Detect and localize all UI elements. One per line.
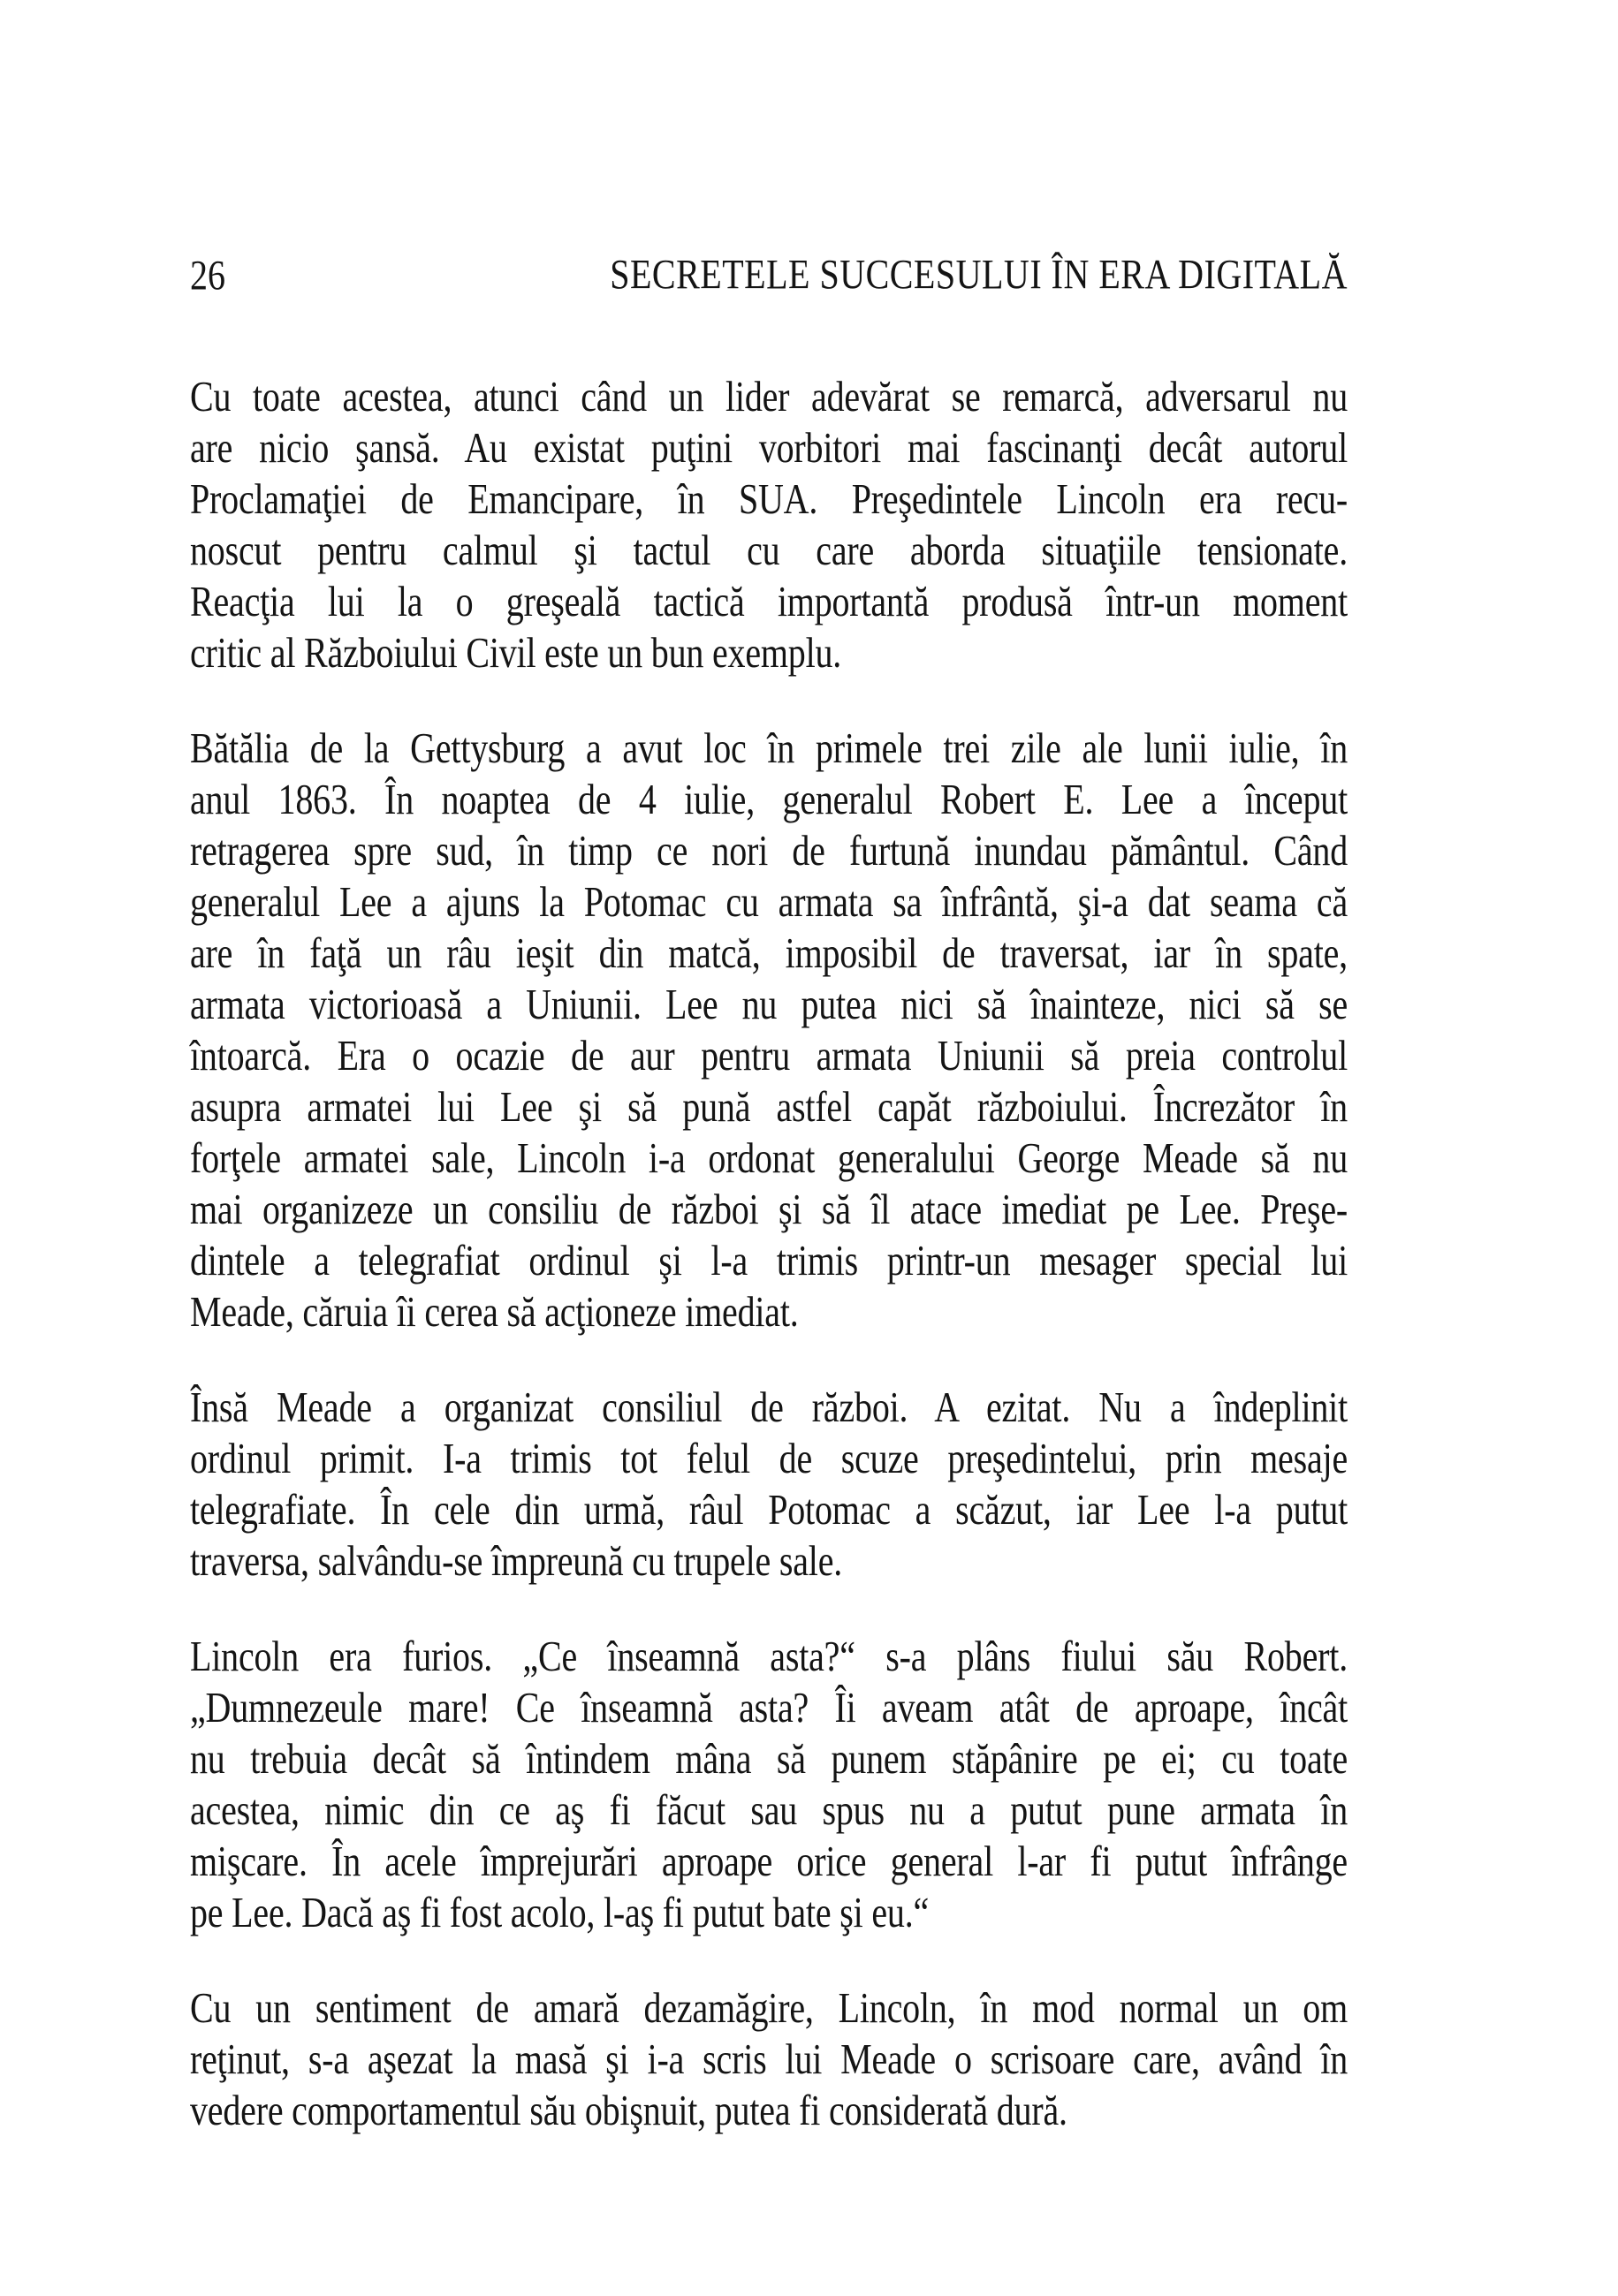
text-line: dintele a telegrafiat ordinul şi l-a trimis printr-un mesager special lui bbox=[190, 1235, 1348, 1284]
text-line: critic al Războiului Civil este un bun exemplu. bbox=[190, 627, 842, 677]
text-line: are nicio şansă. Au existat puţini vorbitori mai fascinanţi decât autorul bbox=[190, 422, 1348, 472]
text-line: Proclamaţiei de Emancipare, în SUA. Preşedintele Lincoln era recu- bbox=[190, 474, 1348, 523]
text-line: noscut pentru calmul şi tactul cu care aborda situaţiile tensionate. bbox=[190, 525, 1348, 574]
text-line: acestea, nimic din ce aş fi făcut sau spus nu a putut pune armata în bbox=[190, 1785, 1348, 1834]
text-line: Reacţia lui la o greşeală tactică importantă produsă într-un moment bbox=[190, 576, 1348, 625]
text-line: ordinul primit. I-a trimis tot felul de scuze preşedintelui, prin mesaje bbox=[190, 1433, 1348, 1482]
paragraph bbox=[190, 723, 1348, 1337]
text-line: Cu un sentiment de amară dezamăgire, Lincoln, în mod normal un om bbox=[190, 1982, 1348, 2032]
running-header-title: SECRETELE SUCCESULUI ÎN ERA DIGITALĂ bbox=[610, 250, 1348, 299]
page-header bbox=[190, 250, 1348, 299]
text-line: pe Lee. Dacă aş fi fost acolo, l-aş fi putut bate şi eu.“ bbox=[190, 1887, 930, 1936]
text-line: traversa, salvându-se împreună cu trupele sale. bbox=[190, 1535, 843, 1585]
page-number: 26 bbox=[190, 251, 225, 299]
text-line: Însă Meade a organizat consiliul de război. A ezitat. Nu a îndeplinit bbox=[190, 1382, 1348, 1431]
text-line: are în faţă un râu ieşit din matcă, imposibil de traversat, iar în spate, bbox=[190, 928, 1348, 977]
text-line: Lincoln era furios. „Ce înseamnă asta?“ s-a plâns fiului său Robert. bbox=[190, 1631, 1348, 1680]
paragraph bbox=[190, 1631, 1348, 1938]
text-line: anul 1863. În noaptea de 4 iulie, generalul Robert E. Lee a început bbox=[190, 774, 1348, 823]
text-line: generalul Lee a ajuns la Potomac cu armata sa înfrântă, şi-a dat seama că bbox=[190, 876, 1348, 926]
paragraph bbox=[190, 371, 1348, 678]
page-body bbox=[190, 371, 1348, 2180]
text-line: telegrafiate. În cele din urmă, râul Potomac a scăzut, iar Lee l-a putut bbox=[190, 1484, 1348, 1534]
text-line: mai organizeze un consiliu de război şi să îl atace imediat pe Lee. Preşe- bbox=[190, 1184, 1348, 1233]
text-line: Meade, căruia îi cerea să acţioneze imediat. bbox=[190, 1286, 799, 1336]
paragraph bbox=[190, 1982, 1348, 2136]
text-line: armata victorioasă a Uniunii. Lee nu putea nici să înainteze, nici să se bbox=[190, 979, 1348, 1028]
text-line: întoarcă. Era o ocazie de aur pentru armata Uniunii să preia controlul bbox=[190, 1030, 1348, 1080]
text-line: reţinut, s-a aşezat la masă şi i-a scris lui Meade o scrisoare care, având în bbox=[190, 2034, 1348, 2083]
text-line: mişcare. În acele împrejurări aproape orice general l-ar fi putut înfrânge bbox=[190, 1836, 1348, 1885]
text-line: retragerea spre sud, în timp ce nori de furtună inundau pământul. Când bbox=[190, 825, 1348, 875]
paragraph bbox=[190, 1382, 1348, 1587]
text-line: nu trebuia decât să întindem mâna să punem stăpânire pe ei; cu toate bbox=[190, 1733, 1348, 1783]
text-line: Cu toate acestea, atunci când un lider adevărat se remarcă, adversarul nu bbox=[190, 371, 1348, 421]
text-line: Bătălia de la Gettysburg a avut loc în primele trei zile ale lunii iulie, în bbox=[190, 723, 1348, 772]
text-line: asupra armatei lui Lee şi să pună astfel capăt războiului. Încrezător în bbox=[190, 1081, 1348, 1131]
text-line: forţele armatei sale, Lincoln i-a ordonat generalului George Meade să nu bbox=[190, 1133, 1348, 1182]
text-line: vedere comportamentul său obişnuit, putea fi considerată dură. bbox=[190, 2085, 1067, 2134]
text-line: „Dumnezeule mare! Ce înseamnă asta? Îi aveam atât de aproape, încât bbox=[190, 1682, 1348, 1731]
